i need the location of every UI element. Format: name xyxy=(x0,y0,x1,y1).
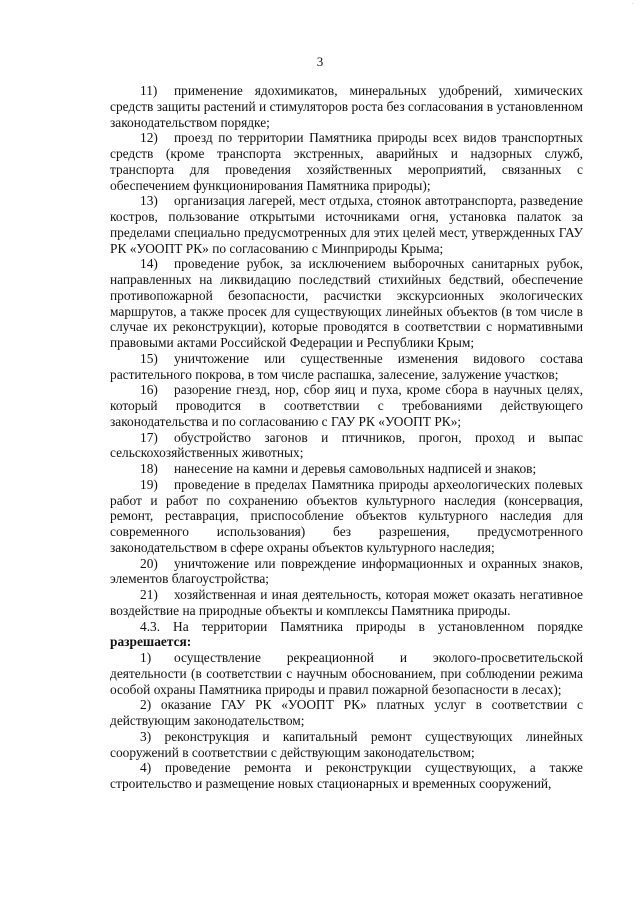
prohibited-item-21 xyxy=(110,587,583,619)
item-number: 11) xyxy=(140,83,158,98)
item-number: 1) xyxy=(140,650,152,665)
item-number: 16) xyxy=(140,382,158,398)
document-body xyxy=(110,83,583,792)
prohibited-item-13 xyxy=(110,193,583,256)
item-number: 13) xyxy=(140,193,158,209)
allowed-item-1 xyxy=(110,650,583,697)
item-text: нанесение на камни и деревья самовольных надписей и знаков; xyxy=(174,461,537,476)
section-4-3-intro xyxy=(110,619,583,651)
item-number: 19) xyxy=(140,476,158,492)
prohibited-item-11 xyxy=(110,83,583,130)
allowed-item-3 xyxy=(110,729,583,761)
item-text: проведение ремонта и реконструкции существующих, а также строительство и размещение новых стационарных и временных сооружений, xyxy=(110,760,583,791)
corner-mark: · xyxy=(631,0,634,8)
item-text: реконструкция и капитальный ремонт существующих линейных сооружений в соответствии с действующим законодательством; xyxy=(110,728,583,760)
allowed-item-4 xyxy=(110,760,583,792)
item-text: осуществление рекреационной и эколого-просветительской деятельности (в соответствии с научным обоснованием, при соблюдении режима особой охраны Памятника природы и правил пожарной безопасности в лесах); xyxy=(110,650,583,697)
item-number: 17) xyxy=(140,429,158,445)
item-text: проведение в пределах Памятника природы археологических полевых работ и работ по сохранению объектов культурного наследия (консервация, ремонт, реставрация, приспособление объектов культурного наследия для современного использования) без разрешения, предусмотренного законодательством в сфере охраны объектов культурного наследия; xyxy=(110,476,583,555)
item-text: проведение рубок, за исключением выборочных санитарных рубок, направленных на ликвидацию последствий стихийных бедствий, обеспечение противопожарной безопасности, расчистки экскурсионных экологических маршрутов, а также просек для существующих линейных объектов (в том числе в случае их реконструкции), которые проводятся в соответствии с нормативными правовыми актами Российской Федерации и Республики Крым; xyxy=(110,256,583,350)
item-number: 3) xyxy=(140,728,152,744)
item-text: обустройство загонов и птичников, прогон, проход и выпас сельскохозяйственных животных; xyxy=(110,429,583,461)
section-intro-bold: разрешается: xyxy=(110,634,192,650)
prohibited-item-17 xyxy=(110,430,583,462)
item-number: 18) xyxy=(140,461,158,476)
item-text: уничтожение или повреждение информационных и охранных знаков, элементов благоустройства; xyxy=(110,555,583,587)
prohibited-item-12 xyxy=(110,130,583,193)
item-number: 12) xyxy=(140,130,158,146)
item-text: применение ядохимикатов, минеральных удобрений, химических средств защиты растений и стимуляторов роста без согласования в установленном законодательством порядке; xyxy=(110,83,583,130)
prohibited-item-15 xyxy=(110,351,583,383)
prohibited-item-19 xyxy=(110,477,583,556)
item-text: проезд по территории Памятника природы всех видов транспортных средств (кроме транспорта экстренных, аварийных и надзорных служб, транспорта для проведения хозяйственных мероприятий, связанных с обеспечением функционирования Памятника природы); xyxy=(110,130,583,193)
prohibited-item-16 xyxy=(110,382,583,429)
item-number: 4) xyxy=(140,760,152,776)
item-text: разорение гнезд, нор, сбор яиц и пуха, кроме сбора в научных целях, который проводится в соответствии с требованиями действующего законодательства и по согласованию с ГАУ РК «УООПТ РК»; xyxy=(110,382,583,429)
prohibited-item-18 xyxy=(110,461,583,477)
item-text: организация лагерей, мест отдыха, стоянок автотранспорта, разведение костров, пользование открытыми источниками огня, установка палаток за пределами специально предусмотренных для этих целей мест, утвержденных ГАУ РК «УООПТ РК» по согласованию с Минприроды Крыма; xyxy=(110,193,583,256)
section-intro-text: 4.3. На территории Памятника природы в установленном порядке xyxy=(140,618,583,634)
item-number: 21) xyxy=(140,587,158,602)
item-number: 15) xyxy=(140,350,158,366)
allowed-item-2 xyxy=(110,697,583,729)
prohibited-item-20 xyxy=(110,556,583,588)
item-number: 2) xyxy=(140,697,152,713)
item-number: 20) xyxy=(140,555,158,571)
item-number: 14) xyxy=(140,256,158,272)
item-text: оказание ГАУ РК «УООПТ РК» платных услуг в соответствии с действующим законодательством; xyxy=(110,697,583,728)
prohibited-item-14 xyxy=(110,256,583,351)
item-text: хозяйственная и иная деятельность, которая может оказать негативное воздействие на природные объекты и комплексы Памятника природы. xyxy=(110,587,583,618)
item-text: уничтожение или существенные изменения видового состава растительного покрова, в том числе распашка, залесение, залужение участков; xyxy=(110,350,583,382)
page-number: 3 xyxy=(316,54,324,69)
